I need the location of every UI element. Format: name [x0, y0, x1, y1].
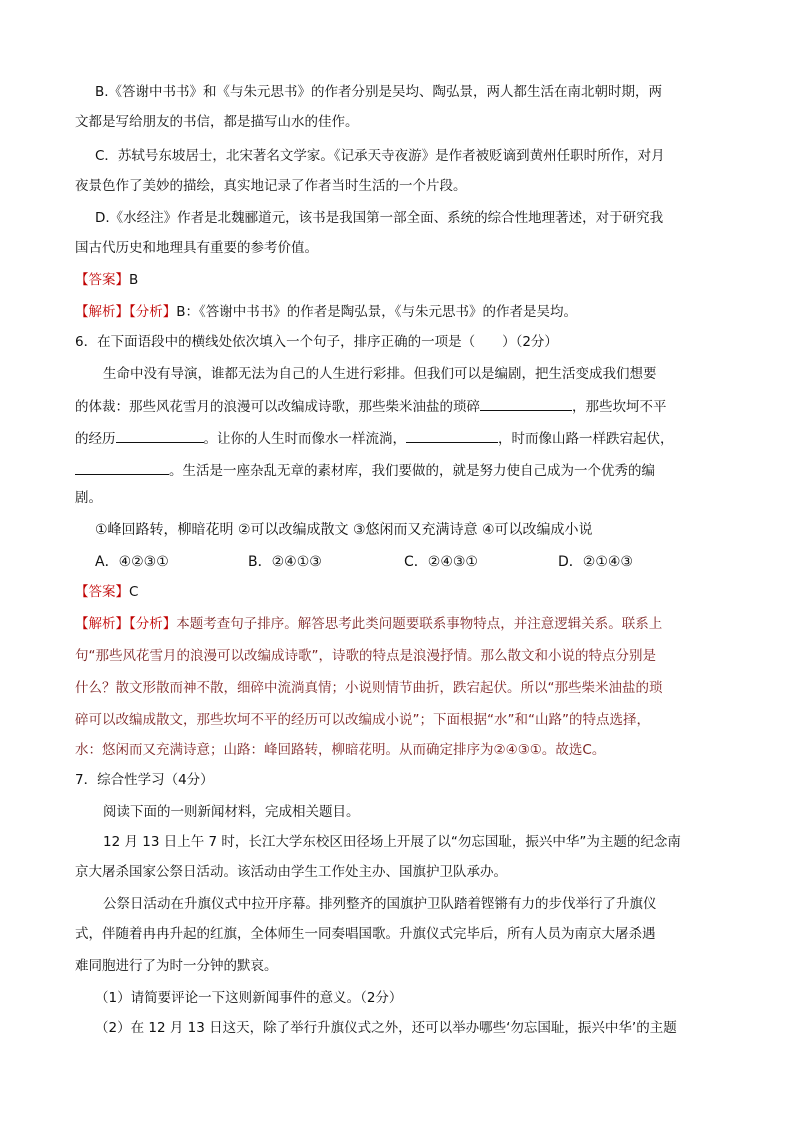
answer-value: B: [129, 272, 139, 288]
analysis-text: 。故选C。: [541, 742, 606, 758]
q7-news-line2: 京大屠杀国家公祭日活动。该活动由学生工作处主办、国旗护卫队承办。: [75, 864, 507, 880]
q6-passage-line3: [75, 428, 674, 449]
q6-title: 6．在下面语段中的横线处依次填入一个句子，排序正确的一项是（ ）（2分）: [75, 334, 558, 350]
q7-sub-question-2: （2）在 12 月 13 日这天，除了举行升旗仪式之外，还可以举办哪些‘勿忘国耻，振兴中华’的主题: [95, 1020, 677, 1036]
fill-blank-2: [116, 428, 204, 443]
fill-blank-3: [406, 428, 498, 443]
option-c-line1: C．苏轼号东坡居士，北宋著名文学家。《记承天寺夜游》是作者被贬谪到黄州任职时所作，对月: [95, 148, 665, 164]
fill-blank-1: [480, 396, 572, 411]
q6-option-c: C．②④③①: [404, 554, 478, 570]
q6-analysis-line5: [75, 740, 605, 760]
q6-passage-line4: [75, 460, 655, 481]
passage-text: 的经历: [75, 431, 116, 447]
passage-text: ，那些坎坷不平: [572, 399, 667, 415]
option-b-line1: B.《答谢中书书》和《与朱元思书》的作者分别是吴均、陶弘景，两人都生活在南北朝时期，两: [95, 84, 663, 100]
q6-answer: [75, 582, 138, 602]
q7-news-line5: 难同胞进行了为时一分钟的默哀。: [75, 958, 278, 974]
q5-answer: [75, 270, 138, 290]
q6-items: ①峰回路转，柳暗花明 ②可以改编成散文 ③悠闲而又充满诗意 ④可以改编成小说: [95, 522, 593, 538]
answer-value: C: [129, 584, 139, 600]
passage-text: 。生活是一座杂乱无章的素材库，我们要做的，就是努力使自己成为一个优秀的编: [169, 463, 655, 479]
q6-option-a: A．④②③①: [95, 554, 169, 570]
analysis-text: B：《答谢中书书》的作者是陶弘景，《与朱元思书》的作者是吴均。: [176, 304, 578, 320]
q7-news-line1: 12 月 13 日上午 7 时，长江大学东校区田径场上开展了以“勿忘国耻，振兴中华”为主题的纪念南: [103, 834, 681, 850]
analysis-tag: 【解析】【分析】: [75, 616, 177, 632]
q7-sub-question-1: （1）请简要评论一下这则新闻事件的意义。（2分）: [95, 990, 403, 1006]
q6-passage-line1: 生命中没有导演，谁都无法为自己的人生进行彩排。但我们可以是编剧，把生活变成我们想要: [103, 366, 657, 382]
q5-analysis: [75, 302, 577, 322]
answer-tag: 【答案】: [75, 272, 129, 288]
q6-option-d: D．②①④③: [558, 554, 633, 570]
fill-blank-4: [75, 460, 169, 475]
analysis-tag: 【解析】【分析】: [75, 304, 177, 320]
answer-tag: 【答案】: [75, 584, 129, 600]
answer-sequence: ②④③①: [493, 742, 542, 758]
q7-news-line4: 式，伴随着冉冉升起的红旗，全体师生一同奏唱国歌。升旗仪式完毕后，所有人员为南京大屠杀遇: [75, 926, 656, 942]
q7-intro: 阅读下面的一则新闻材料，完成相关题目。: [103, 804, 360, 820]
q7-title: 7．综合性学习（4分）: [75, 772, 214, 788]
q6-analysis-line4: 碎可以改编成散文，那些坎坷不平的经历可以改编成小说”；下面根据“水”和“山路”的特点选择，: [75, 712, 650, 728]
q7-news-line3: 公祭日活动在升旗仪式中拉开序幕。排列整齐的国旗护卫队踏着铿锵有力的步伐举行了升旗仪: [103, 896, 657, 912]
option-b-line2: 文都是写给朋友的书信，都是描写山水的佳作。: [75, 114, 359, 130]
q6-analysis-line1: [75, 614, 662, 634]
passage-text: 。让你的人生时而像水一样流淌，: [203, 431, 406, 447]
passage-text: ，时而像山路一样跌宕起伏，: [498, 431, 674, 447]
analysis-text: 水：悠闲而又充满诗意；山路：峰回路转，柳暗花明。从而确定排序为: [75, 742, 494, 758]
option-d-line1: D.《水经注》作者是北魏郦道元，该书是我国第一部全面、系统的综合性地理著述，对于研究我: [95, 210, 664, 226]
option-c-line2: 夜景色作了美妙的描绘，真实地记录了作者当时生活的一个片段。: [75, 178, 467, 194]
q6-passage-line5: 剧。: [75, 490, 102, 506]
passage-text: 的体裁：那些风花雪月的浪漫可以改编成诗歌，那些柴米油盐的琐碎: [75, 399, 480, 415]
q6-analysis-line3: 什么？散文形散而神不散，细碎中流淌真情；小说则情节曲折，跌宕起伏。所以“那些柴米油盐的琐: [75, 680, 663, 696]
q6-passage-line2: [75, 396, 667, 417]
q6-analysis-line2: 句“那些风花雪月的浪漫可以改编成诗歌”，诗歌的特点是浪漫抒情。那么散文和小说的特点分别是: [75, 648, 656, 664]
analysis-text: 本题考查句子排序。解答思考此类问题要联系事物特点，并注意逻辑关系。联系上: [176, 616, 663, 632]
q6-option-b: B．②④①③: [248, 554, 322, 570]
option-d-line2: 国古代历史和地理具有重要的参考价值。: [75, 240, 318, 256]
